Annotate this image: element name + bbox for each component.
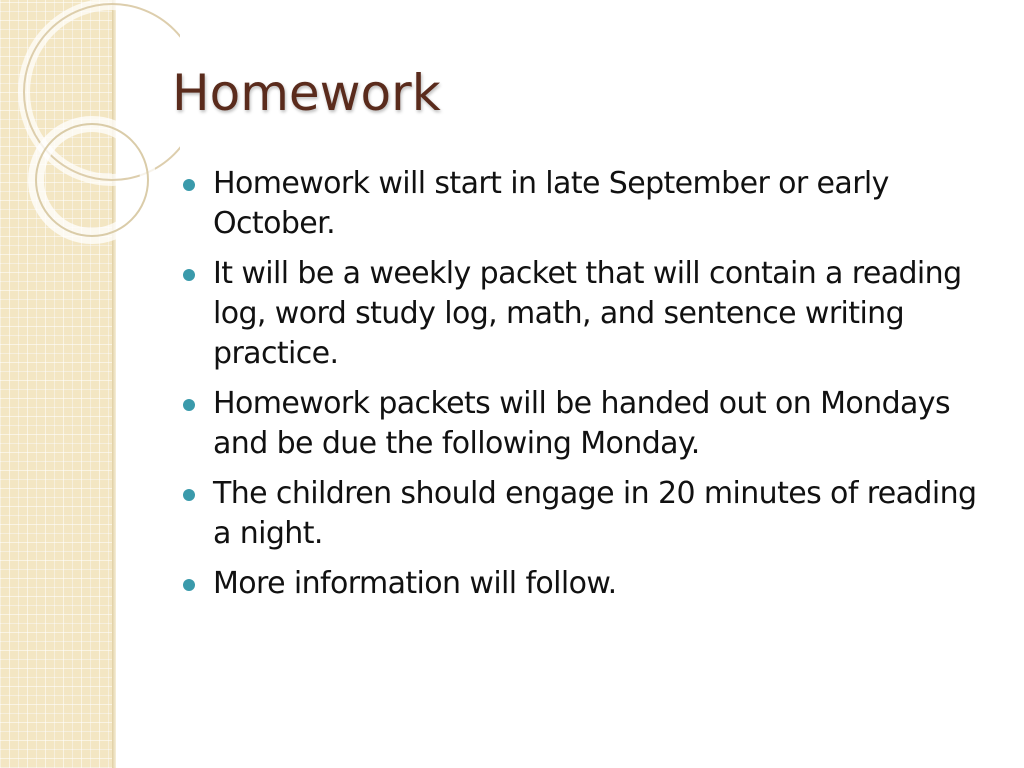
circle-bullet-icon xyxy=(183,399,195,411)
bullet-item xyxy=(182,164,982,244)
bullet-item xyxy=(182,384,982,464)
bullet-text: More information will follow. xyxy=(213,566,617,601)
circle-bullet-icon xyxy=(183,579,195,591)
bullet-list xyxy=(182,164,982,614)
bullet-item xyxy=(182,474,982,554)
circle-bullet-icon xyxy=(183,489,195,501)
circle-bullet-icon xyxy=(183,269,195,281)
bullet-item xyxy=(182,254,982,374)
bullet-text: Homework will start in late September or early October. xyxy=(213,166,889,241)
bullet-item xyxy=(182,564,982,604)
circle-bullet-icon xyxy=(183,179,195,191)
slide-title: Homework xyxy=(172,64,441,122)
bullet-text: The children should engage in 20 minutes of reading a night. xyxy=(213,476,977,551)
bullet-text: It will be a weekly packet that will contain a reading log, word study log, math, and sentence writing practice. xyxy=(213,256,962,371)
decorative-rings-icon xyxy=(0,0,180,260)
bullet-text: Homework packets will be handed out on Mondays and be due the following Monday. xyxy=(213,386,950,461)
